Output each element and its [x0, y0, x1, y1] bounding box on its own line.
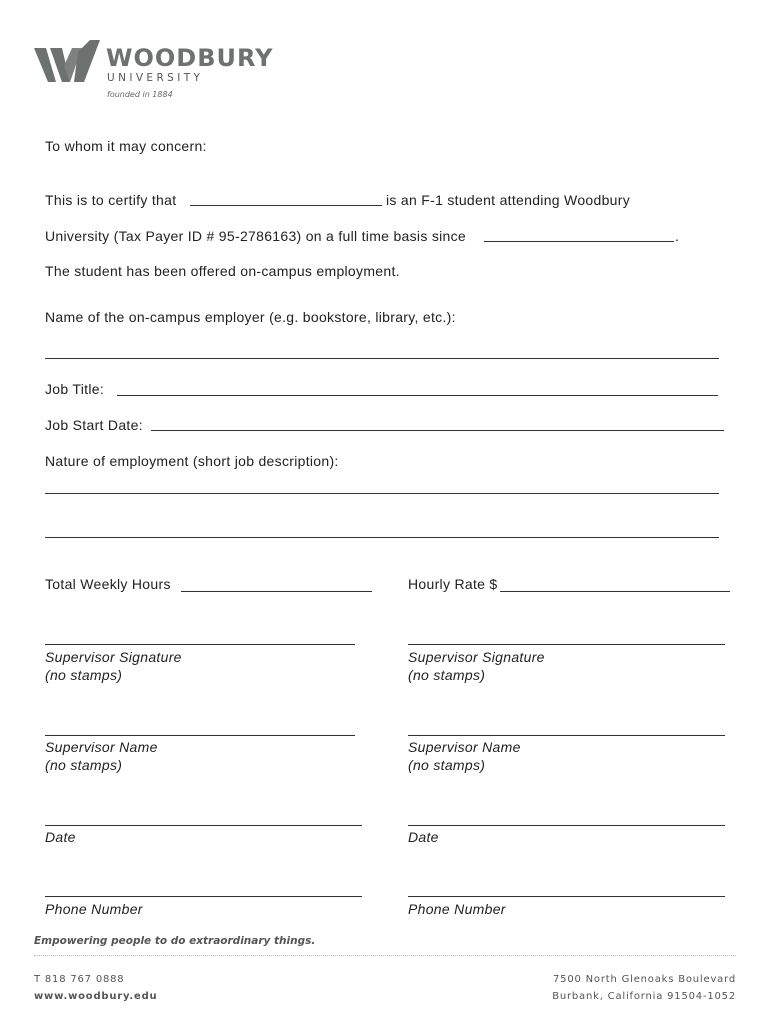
- left-phone-line[interactable]: [45, 896, 362, 897]
- woodbury-w-logo-icon: [34, 38, 102, 86]
- left-date-line[interactable]: [45, 825, 362, 826]
- job-start-blank[interactable]: [151, 430, 724, 431]
- footer-phone: T 818 767 0888: [34, 974, 125, 985]
- left-supervisor-signature-label: Supervisor Signature: [45, 649, 182, 665]
- job-title-blank[interactable]: [117, 395, 718, 396]
- right-supervisor-name-note: (no stamps): [408, 757, 486, 773]
- right-supervisor-signature-note: (no stamps): [408, 667, 486, 683]
- footer-address-line-1: 7500 North Glenoaks Boulevard: [553, 974, 736, 985]
- left-supervisor-signature-note: (no stamps): [45, 667, 123, 683]
- left-supervisor-name-line[interactable]: [45, 735, 355, 736]
- certify-suffix: is an F-1 student attending Woodbury: [386, 192, 631, 208]
- weekly-hours-label: Total Weekly Hours: [45, 576, 171, 592]
- employer-label: Name of the on-campus employer (e.g. bookstore, library, etc.):: [45, 309, 456, 325]
- right-phone-line[interactable]: [408, 896, 725, 897]
- left-supervisor-name-note: (no stamps): [45, 757, 123, 773]
- footer-divider: [34, 955, 736, 956]
- hourly-rate-label: Hourly Rate $: [408, 576, 498, 592]
- university-line: University (Tax Payer ID # 95-2786163) on a full time basis since: [45, 228, 467, 244]
- right-date-line[interactable]: [408, 825, 725, 826]
- left-supervisor-name-label: Supervisor Name: [45, 739, 158, 755]
- nature-blank-2[interactable]: [45, 537, 719, 538]
- nature-blank-1[interactable]: [45, 493, 719, 494]
- student-name-blank[interactable]: [190, 205, 382, 206]
- left-date-label: Date: [45, 829, 76, 845]
- offered-statement: The student has been offered on-campus employment.: [45, 263, 400, 279]
- sentence-period: .: [675, 228, 680, 244]
- footer-tagline: Empowering people to do extraordinary things.: [34, 935, 316, 947]
- brand-name: WOODBURY: [106, 44, 274, 72]
- brand-founded: founded in 1884: [107, 90, 173, 99]
- weekly-hours-blank[interactable]: [181, 591, 372, 592]
- nature-label: Nature of employment (short job description):: [45, 453, 339, 469]
- right-phone-label: Phone Number: [408, 901, 506, 917]
- footer-address-line-2: Burbank, California 91504-1052: [552, 991, 736, 1002]
- employer-blank[interactable]: [45, 358, 719, 359]
- right-supervisor-name-label: Supervisor Name: [408, 739, 521, 755]
- salutation: To whom it may concern:: [45, 138, 207, 154]
- right-supervisor-name-line[interactable]: [408, 735, 725, 736]
- logo: [34, 38, 274, 102]
- job-title-label: Job Title:: [45, 381, 105, 397]
- hourly-rate-blank[interactable]: [500, 591, 730, 592]
- left-supervisor-signature-line[interactable]: [45, 644, 355, 645]
- job-start-label: Job Start Date:: [45, 417, 143, 433]
- right-supervisor-signature-line[interactable]: [408, 644, 725, 645]
- start-since-blank[interactable]: [484, 241, 674, 242]
- right-supervisor-signature-label: Supervisor Signature: [408, 649, 545, 665]
- certify-prefix: This is to certify that: [45, 192, 177, 208]
- footer-website[interactable]: www.woodbury.edu: [34, 991, 158, 1002]
- left-phone-label: Phone Number: [45, 901, 143, 917]
- brand-subtitle: UNIVERSITY: [107, 72, 204, 84]
- right-date-label: Date: [408, 829, 439, 845]
